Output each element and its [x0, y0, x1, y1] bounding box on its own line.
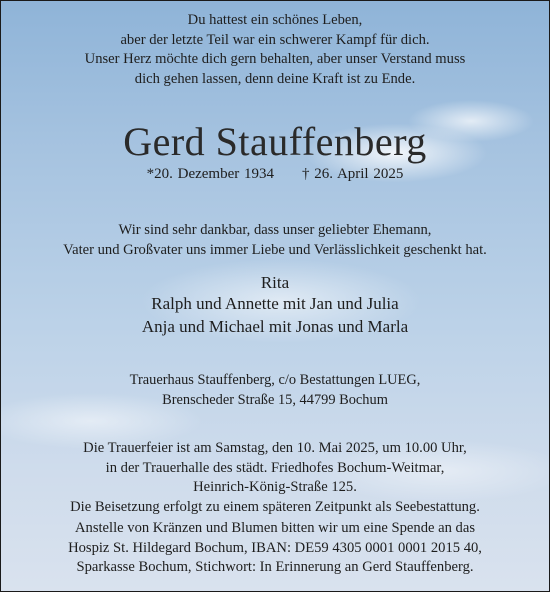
- ceremony-line: Heinrich-König-Straße 125.: [193, 479, 357, 495]
- thanks-text: [1, 220, 549, 260]
- ceremony-line: Die Trauerfeier ist am Samstag, den 10. Mai 2025, um 10.00 Uhr,: [83, 440, 467, 456]
- thanks-line: Wir sind sehr dankbar, dass unser geliebter Ehemann,: [118, 222, 432, 238]
- funeral-home-address: [1, 370, 549, 410]
- memorial-quote: [1, 11, 549, 90]
- quote-line: Du hattest ein schönes Leben,: [187, 12, 363, 28]
- donation-request: [1, 519, 549, 578]
- family-line: Anja und Michael mit Jonas und Marla: [141, 317, 409, 336]
- ceremony-line: in der Trauerhalle des städt. Friedhofes Bochum-Weitmar,: [105, 459, 445, 476]
- death-date: † 26. April 2025: [302, 166, 404, 182]
- family-line: Ralph und Annette mit Jan und Julia: [151, 294, 399, 313]
- address-line: Brenscheder Straße 15, 44799 Bochum: [162, 392, 388, 408]
- deceased-name: Gerd Stauffenberg: [123, 119, 427, 164]
- ceremony-line: Die Beisetzung erfolgt zu einem späteren Zeitpunkt als Seebestattung.: [70, 498, 480, 515]
- donation-line: Anstelle von Kränzen und Blumen bitten wir um eine Spende an das: [74, 520, 476, 536]
- quote-line: dich gehen lassen, denn deine Kraft ist zu Ende.: [134, 71, 416, 88]
- address-line: Trauerhaus Stauffenberg, c/o Bestattungen LUEG,: [129, 372, 421, 388]
- thanks-line: Vater und Großvater uns immer Liebe und Verlässlichkeit geschenkt hat.: [63, 242, 487, 258]
- birth-date: *20. Dezember 1934: [146, 166, 275, 182]
- ceremony-details: [1, 439, 549, 517]
- quote-line: aber der letzte Teil war ein schwerer Kampf für dich.: [120, 31, 430, 48]
- family-member-spouse: Rita: [260, 273, 290, 292]
- quote-line: Unser Herz möchte dich gern behalten, aber unser Verstand muss: [84, 51, 466, 68]
- donation-line: Sparkasse Bochum, Stichwort: In Erinnerung an Gerd Stauffenberg.: [76, 559, 474, 575]
- life-dates: [1, 166, 549, 183]
- donation-line: Hospiz St. Hildegard Bochum, IBAN: DE59 4305 0001 0001 2015 40,: [68, 539, 482, 556]
